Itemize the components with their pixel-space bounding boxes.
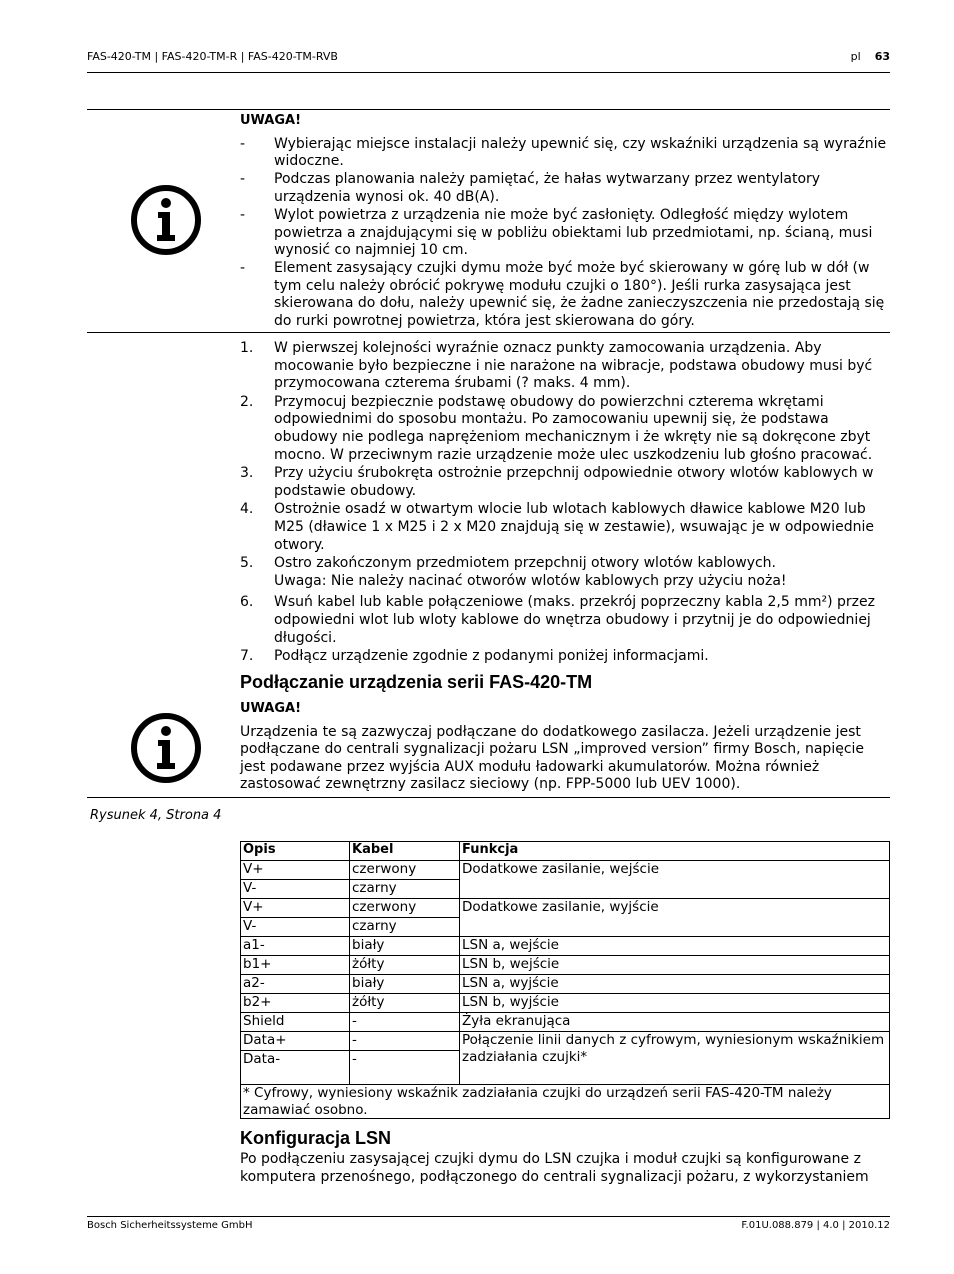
table-row xyxy=(241,994,890,1013)
step-item: 6. Wsuń kabel lub kable połączeniowe (maks. przekrój poprzeczny kabla 2,5 mm²) przez odpowiedni wlot lub wloty kablowe do wnętrza obudowy i przytnij je do odpowiedniej długości. xyxy=(240,594,875,646)
table-header-cell: Opis xyxy=(241,842,350,861)
table-cell: Data+ xyxy=(241,1032,350,1051)
table-row xyxy=(241,937,890,956)
table-row xyxy=(241,861,890,880)
table-row xyxy=(241,975,890,994)
table-cell: b2+ xyxy=(241,994,350,1013)
page-header xyxy=(87,50,890,63)
info-icon xyxy=(131,185,201,255)
info-icon xyxy=(131,713,201,783)
page-footer xyxy=(87,1220,890,1231)
page-number: 63 xyxy=(874,50,890,63)
table-cell: a1- xyxy=(241,937,350,956)
table-footnote: * Cyfrowy, wyniesiony wskaźnik zadziałania czujki do urządzeń serii FAS-420-TM należy zamawiać osobno. xyxy=(241,1085,890,1119)
table-cell: LSN b, wejście xyxy=(460,956,890,975)
table-cell: biały xyxy=(350,937,460,956)
table-cell: V- xyxy=(241,880,350,899)
header-divider xyxy=(87,72,890,73)
note2-text: Urządzenia te są zazwyczaj podłączane do dodatkowego zasilacza. Jeżeli urządzenie jest podłączane do centrali sygnalizacji pożaru LSN „improved version” firmy Bosch, napięcie jest podawane przez wyjścia AUX modułu ładowarki akumulatorów. Można również zastosować zewnętrzny zasilacz sieciowy (np. FPP-5000 lub UEV 1000). xyxy=(240,723,865,793)
table-header-cell: Kabel xyxy=(350,842,460,861)
table-cell: Połączenie linii danych z cyfrowym, wyniesionym wskaźnikiem zadziałania czujki* xyxy=(460,1032,890,1085)
step-item: 5. Ostro zakończonym przedmiotem przepchnij otwory wlotów kablowych. Uwaga: Nie należy nacinać otworów wlotów kablowych przy użyciu noża! xyxy=(240,555,787,589)
note1-item: - Wylot powietrza z urządzenia nie może być zasłonięty. Odległość między wylotem powietrza a znajdującymi się w pobliżu obiektami lub przedmiotami, np. ścianą, musi wynosić co najmniej 10 cm. xyxy=(240,206,873,259)
note1-item: - Wybierając miejsce instalacji należy upewnić się, czy wskaźniki urządzenia są wyraźnie widoczne. xyxy=(240,135,887,170)
header-models: FAS-420-TM | FAS-420-TM-R | FAS-420-TM-RVB xyxy=(87,50,338,63)
section-title-lsn: Konfiguracja LSN xyxy=(240,1128,392,1148)
footer-company: Bosch Sicherheitssysteme GmbH xyxy=(87,1220,253,1231)
table-cell: V+ xyxy=(241,861,350,880)
header-lang: pl xyxy=(850,50,861,63)
table-cell: czarny xyxy=(350,918,460,937)
table-cell: - xyxy=(350,1032,460,1051)
footer-divider xyxy=(87,1216,890,1217)
table-cell: b1+ xyxy=(241,956,350,975)
table-cell: czarny xyxy=(350,880,460,899)
table-cell: - xyxy=(350,1013,460,1032)
footer-doc-info: F.01U.088.879 | 4.0 | 2010.12 xyxy=(741,1220,890,1231)
figure-caption: Rysunek 4, Strona 4 xyxy=(90,808,222,823)
note1-label: UWAGA! xyxy=(240,113,302,128)
section-title-connection: Podłączanie urządzenia serii FAS-420-TM xyxy=(240,672,593,692)
note2-label: UWAGA! xyxy=(240,701,302,716)
table-cell: - xyxy=(350,1051,460,1085)
wiring-table xyxy=(240,841,890,1119)
note1-top-rule xyxy=(87,109,890,110)
table-cell: żółty xyxy=(350,994,460,1013)
table-cell: czerwony xyxy=(350,899,460,918)
table-cell: LSN a, wejście xyxy=(460,937,890,956)
step-item: 2. Przymocuj bezpiecznie podstawę obudowy do powierzchni czterema wkrętami odpowiednimi do sposobu montażu. Po zamocowaniu upewnij się, że podstawa obudowy nie podlega naprężeniom mechanicznym i że wkręty nie są dokręcone zbyt mocno. W przeciwnym razie urządzenie może ulec uszkodzeniu lub głośno pracować. xyxy=(240,393,873,463)
table-cell: czerwony xyxy=(350,861,460,880)
table-cell: LSN b, wyjście xyxy=(460,994,890,1013)
header-right xyxy=(851,50,890,63)
table-cell: LSN a, wyjście xyxy=(460,975,890,994)
table-row xyxy=(241,1013,890,1032)
table-cell: Data- xyxy=(241,1051,350,1085)
table-header-cell: Funkcja xyxy=(460,842,890,861)
note1-item: - Element zasysający czujki dymu może być może być skierowany w górę lub w dół (w tym celu należy obrócić pokrywę modułu czujki o 180°). Jeśli rurka zasysająca jest skierowana do dołu, należy upewnić się, że żadne zanieczyszczenia nie przedostają się do rurki powrotnej powietrza, która jest skierowana do góry. xyxy=(240,260,885,330)
table-row xyxy=(241,1032,890,1051)
table-cell: V+ xyxy=(241,899,350,918)
table-header-row xyxy=(241,842,890,861)
note2 xyxy=(240,700,890,794)
table-row xyxy=(241,956,890,975)
lsn-paragraph: Po podłączeniu zasysającej czujki dymu do LSN czujka i moduł czujki są konfigurowane z komputera przenośnego, podłączonego do centrali sygnalizacji pożaru, z wykorzystaniem xyxy=(240,1151,869,1185)
step-item: 1. W pierwszej kolejności wyraźnie oznacz punkty zamocowania urządzenia. Aby mocowanie było bezpieczne i nie narażone na wibracje, podstawa obudowy musi być przymocowana czterema śrubami (? maks. 4 mm). xyxy=(240,340,873,392)
step-item: 3. Przy użyciu śrubokręta ostrożnie przepchnij odpowiednie otwory wlotów kablowych w podstawie obudowy. xyxy=(240,465,874,499)
table-row xyxy=(241,899,890,918)
table-footnote-row xyxy=(241,1085,890,1119)
table-cell: V- xyxy=(241,918,350,937)
note1 xyxy=(240,112,890,331)
note1-item: - Podczas planowania należy pamiętać, że hałas wytwarzany przez wentylatory urządzenia wynosi ok. 40 dB(A). xyxy=(240,171,821,205)
step-item: 7. Podłącz urządzenie zgodnie z podanymi poniżej informacjami. xyxy=(240,648,709,665)
table-cell: Shield xyxy=(241,1013,350,1032)
table-cell: a2- xyxy=(241,975,350,994)
table-cell: Dodatkowe zasilanie, wyjście xyxy=(460,899,890,937)
table-cell: biały xyxy=(350,975,460,994)
step-item: 4. Ostrożnie osadź w otwartym wlocie lub wlotach kablowych dławice kablowe M20 lub M25 (dławice 1 x M25 i 2 x M20 znajdują się w zestawie), wsuwając je w odpowiednie otwory. xyxy=(240,501,874,553)
installation-steps xyxy=(240,340,890,667)
table-cell: Żyła ekranująca xyxy=(460,1013,890,1032)
note2-bottom-rule xyxy=(87,797,890,798)
table-cell: Dodatkowe zasilanie, wejście xyxy=(460,861,890,899)
note1-bottom-rule xyxy=(87,332,890,333)
table-cell: żółty xyxy=(350,956,460,975)
